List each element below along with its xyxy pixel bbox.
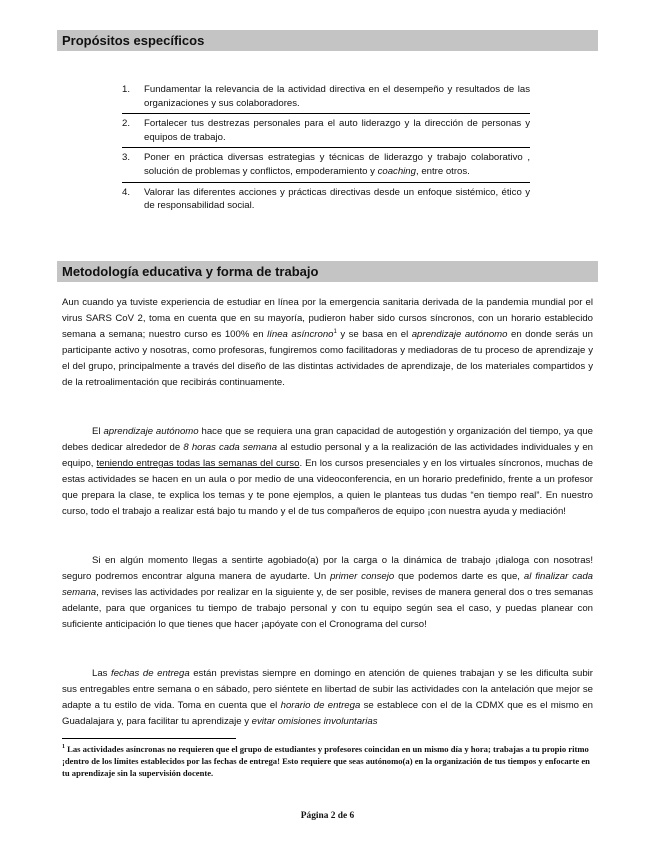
section-heading-purposes: Propósitos específicos xyxy=(57,30,598,51)
text-run: Si en algún momento llegas a sentirte agobiado(a) por la carga o la dinámica de trabajo ¡dialoga con nosotras! seguro podremos encontrar alguna manera de ayudarte. Un xyxy=(62,555,593,582)
paragraph-autonomous-learning xyxy=(62,424,593,520)
underlined-text: teniendo entregas todas las semanas del curso xyxy=(96,458,300,469)
text-run: , entre otros. xyxy=(415,165,470,177)
text-run: Las xyxy=(92,668,112,679)
list-item-number: 2. xyxy=(122,118,131,130)
text-run: al estudio personal y a la realización de las actividades individuales y en equipo, xyxy=(62,442,593,469)
list-item-number: 4. xyxy=(122,186,131,198)
text-run: . En los cursos presenciales y en los virtuales síncronos, muchas de estas actividades se hacen en un aula o por medio de una videoconferencia, en un horario predefinido, frente a un profesor que prepara la clase, te explica los temas y te pone ejemplos, a quien le planteas tus dudas “en tiempo real”. En nuestro curso, todo el trabajo a realizar está bajo tu mando y el de tus compañeros de equipo ¡con nuestra ayuda y mediación! xyxy=(62,458,594,517)
list-item-number: 3. xyxy=(122,152,131,164)
text-run: están previstas siempre en domingo en atención de quienes trabajan y se les dificulta subir sus entregables entre semana o en sábado, pero siéntete en libertad de subir las actividades con la antelación que mejor se adapte a tu estilo de vida. Toma en cuenta que el xyxy=(62,668,593,711)
purposes-list xyxy=(122,80,530,216)
emphasis: aprendizaje autónomo xyxy=(411,329,508,340)
emphasis: fechas de entrega xyxy=(111,668,190,679)
section-heading-methodology: Metodología educativa y forma de trabajo xyxy=(57,261,598,282)
paragraph-intro xyxy=(62,295,593,391)
text-run: , revises las actividades por realizar en la siguiente y, de ser posible, revises de manera general dos o tres semanas adelante, para que organices tu tiempo de trabajo personal y con tu equipo según sea el caso, y puedas planear con suficiente anticipación lo que tienes que hacer ¡apóyate con el Cronograma del curso! xyxy=(62,587,593,630)
list-item-text: Fortalecer tus destrezas personales para el auto liderazgo y la dirección de personas y equipos de trabajo. xyxy=(144,118,530,143)
text-run: se establece con el de la CDMX que es el mismo en Guadalajara y, para facilitar tu aprendizaje y xyxy=(62,700,593,727)
list-item xyxy=(122,80,530,113)
paragraph-due-dates xyxy=(62,666,593,730)
text-run: en donde serás un participante activo y nosotras, como profesoras, fungiremos como facilitadoras y mediadoras de tu proceso de aprendizaje y el del grupo, principalmente a través del diseño de las distintas actividades de aprendizaje, de los materiales compartidos y de la retroalimentación que recibirás continuamente. xyxy=(62,329,593,388)
list-item-number: 1. xyxy=(122,84,131,95)
emphasis: al finalizar cada semana xyxy=(62,571,594,598)
text-run: hace que se requiera una gran capacidad de autogestión y organización del tiempo, ya que debes dedicar alrededor de xyxy=(62,426,593,453)
page-number: Página 2 de 6 xyxy=(300,811,355,821)
list-item xyxy=(122,182,530,216)
emphasis: línea asíncrono xyxy=(267,329,334,340)
emphasis: primer consejo xyxy=(330,571,395,582)
text-run: Poner en práctica diversas estrategias y técnicas de liderazgo y trabajo colaborativo , solución de problemas y conflictos, empoderamiento y xyxy=(144,152,530,177)
list-item-text: Fundamentar la relevancia de la actividad directiva en el desempeño y resultados de las organizaciones y sus colaboradores. xyxy=(144,84,530,109)
text-run: Aun cuando ya tuviste experiencia de estudiar en línea por la emergencia sanitaria derivada de la pandemia mundial por el virus SARS CoV 2, toma en cuenta que en su mayoría, pudieron haber sido cursos síncronos, con un horario establecido semana a semana; nuestro curso es 100% en xyxy=(62,297,593,340)
footnote xyxy=(62,743,593,780)
list-item xyxy=(122,113,530,147)
footnote-divider xyxy=(62,738,236,739)
text-run: y se basa en el xyxy=(336,329,412,340)
list-item-text xyxy=(144,151,530,178)
text-run: El xyxy=(92,426,104,437)
list-item-text: Valorar las diferentes acciones y prácticas directivas desde un enfoque sistémico, ético y de responsabilidad social. xyxy=(144,186,530,212)
list-item xyxy=(122,147,530,181)
emphasis: 8 horas cada semana xyxy=(183,442,278,453)
emphasis: horario de entrega xyxy=(280,700,361,711)
text-run: que podemos darte es que, xyxy=(394,571,524,582)
emphasis-coaching: coaching xyxy=(377,165,416,177)
footnote-ref[interactable]: 1 xyxy=(333,328,337,335)
footnote-number: 1 xyxy=(62,744,65,751)
paragraph-advice xyxy=(62,553,593,633)
emphasis: aprendizaje autónomo xyxy=(103,426,199,437)
footnote-text: Las actividades asíncronas no requieren que el grupo de estudiantes y profesores coincidan en un mismo día y hora; trabajas a tu propio ritmo ¡dentro de los límites establecidos por las fechas de entrega! Esto requiere que seas autónomo(a) en la organización de tus tiempos y enfocarte en tu aprendizaje sin la supervisión docente. xyxy=(62,744,590,779)
emphasis: evitar omisiones involuntarias xyxy=(251,716,378,727)
